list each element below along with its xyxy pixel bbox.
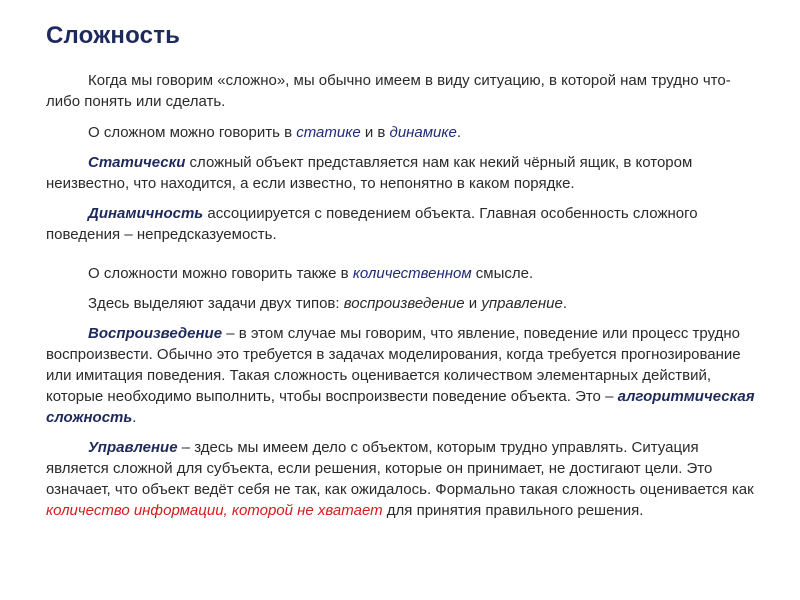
p2-before: О сложном можно говорить в <box>88 124 297 141</box>
paragraph-static-dynamic <box>46 122 760 143</box>
p4-text: ассоциируется с поведением объекта. Главная особенность сложного поведения – непредсказуемость. <box>46 205 698 243</box>
paragraph-dynamism <box>46 203 760 245</box>
term-control: управление <box>481 295 563 312</box>
term-control-bold: Управление <box>88 439 178 456</box>
paragraph-intro <box>46 70 760 112</box>
p7-text: – в этом случае мы говорим, что явление, поведение или процесс трудно воспроизвести. Обычно это требуется в задачах моделирования, когда требуется прогнозирование или имитация поведения. Такая сложность оценивается количеством элементарных действий, которые необходимо выполнить, чтобы воспроизвести поведение объекта. Это – <box>46 325 741 405</box>
p8-after: для принятия правильного решения. <box>382 502 644 519</box>
p6-before: Здесь выделяют задачи двух типов: <box>88 295 344 312</box>
p3-text: сложный объект представляется нам как некий чёрный ящик, в котором неизвестно, что находится, а если известно, то непонятно в каком порядке. <box>46 154 693 192</box>
term-statics: статике <box>296 124 361 141</box>
term-algorithmic-complexity: алгоритмическая сложность <box>46 388 755 426</box>
intro-text: Когда мы говорим «сложно», мы обычно имеем в виду ситуацию, в которой нам трудно что-либо понять или сделать. <box>46 72 731 110</box>
p7-after: . <box>132 409 137 426</box>
p6-middle: и <box>464 295 482 312</box>
highlight-information-lack: количество информации, которой не хватает <box>46 502 383 519</box>
p6-after: . <box>562 295 567 312</box>
paragraph-control <box>46 437 760 521</box>
paragraph-reproduction <box>46 323 760 428</box>
term-reproduction-bold: Воспроизведение <box>88 325 223 342</box>
term-reproduction: воспроизведение <box>343 295 465 312</box>
paragraph-quantitative <box>46 263 760 284</box>
slide-body <box>46 70 760 521</box>
p5-after: смысле. <box>471 265 534 282</box>
term-dynamism: Динамичность <box>88 205 204 222</box>
p2-middle: и в <box>360 124 390 141</box>
paragraph-task-types <box>46 293 760 314</box>
p2-after: . <box>456 124 461 141</box>
term-statically: Статически <box>88 154 186 171</box>
slide-title: Сложность <box>46 22 181 49</box>
term-dynamics: динамике <box>389 124 457 141</box>
p5-before: О сложности можно говорить также в <box>88 265 353 282</box>
p8-text: – здесь мы имеем дело с объектом, которым трудно управлять. Ситуация является сложной для субъекта, если решения, которые он принимает, не достигают цели. Это означает, что объект ведёт себя не так, как ожидалось. Формально такая сложность оценивается как <box>46 439 754 498</box>
term-quantitative: количественном <box>352 265 472 282</box>
paragraph-statically <box>46 152 760 194</box>
